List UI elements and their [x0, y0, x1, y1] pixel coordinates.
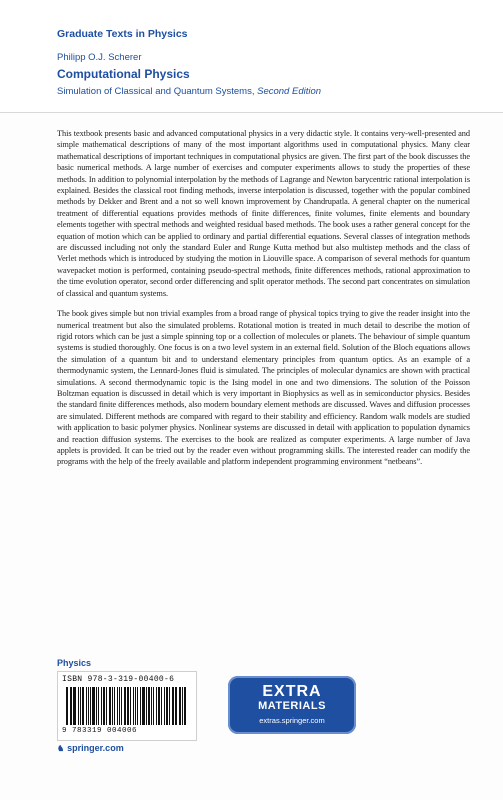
barcode-stripe: [92, 687, 94, 725]
author-name: Philipp O.J. Scherer: [57, 52, 142, 63]
book-title: Computational Physics: [57, 67, 190, 81]
barcode-stripe: [82, 687, 84, 725]
barcode-stripe: [166, 687, 168, 725]
blurb-paragraph: This textbook presents basic and advanced computational physics in a very didactic style. It contains very-well-presented and simple mathematical descriptions of many of the most important algorithms used in computational physics. Many clear mathematical descriptions of important techniques in computational physics are given. The first part of the book discusses the basic numerical methods. A large number of exercises and computer experiments allows to study the properties of these methods. In addition to polynomial interpolation by the methods of Lagrange and Newton barycentric rational interpolation is explained. Besides the classical root finding methods, inverse interpolation is discussed, together with the popular combined methods by Dekker and Brent and a not so well known improvement by Chandrupatla. A general chapter on the numerical treatment of differential equations provides methods of finite differences, finite volumes, finite elements and boundary elements together with spectral methods and weighted residual based methods. The book uses a rather general concept for the equation of motion which can be applied to ordinary and partial differential equations. Several classes of integration methods are discussed including not only the standard Euler and Runge Kutta method but also multistep methods and the class of Verlet methods which is introduced by studying the motion in Liouville space. A comparison of several methods for quantum wavepacket motion is performed, containing pseudo-spectral methods, finite differences methods, rational approximation to the time evolution operator, second order differencing and split operator methods. The second part concentrates on simulation of classical and quantum systems.: [57, 129, 470, 298]
barcode-stripe: [86, 687, 87, 725]
barcode-stripe: [70, 687, 71, 725]
barcode-stripe: [88, 687, 89, 725]
barcode-stripe: [184, 687, 186, 725]
barcode-stripe: [158, 687, 160, 725]
barcode-stripe: [127, 687, 129, 725]
barcode-stripe: [121, 687, 122, 725]
barcode-stripe: [103, 687, 105, 725]
barcode-stripe: [142, 687, 144, 725]
barcode-stripe: [146, 687, 147, 725]
header-divider: [0, 112, 503, 113]
barcode-stripe: [96, 687, 98, 725]
barcode-stripe: [124, 687, 126, 725]
barcode-stripe: [133, 687, 134, 725]
extra-materials-badge[interactable]: [228, 676, 356, 734]
barcode-stripe: [78, 687, 79, 725]
publisher-url: springer.com: [67, 743, 124, 753]
subject-category: Physics: [57, 658, 92, 668]
barcode-stripe: [153, 687, 154, 725]
barcode-bars: [66, 687, 188, 725]
series-title: Graduate Texts in Physics: [57, 28, 188, 40]
barcode-stripe: [101, 687, 102, 725]
subtitle-main: Simulation of Classical and Quantum Systems,: [57, 86, 255, 97]
barcode-stripe: [140, 687, 141, 725]
barcode-stripe: [71, 687, 72, 725]
barcode: [57, 671, 197, 741]
barcode-stripe: [169, 687, 170, 725]
barcode-stripe: [114, 687, 115, 725]
barcode-stripe: [80, 687, 82, 725]
edition-label: Second Edition: [257, 86, 322, 97]
barcode-stripe: [109, 687, 111, 725]
isbn-text: ISBN 978-3-319-00400-6: [62, 675, 175, 684]
barcode-stripe: [182, 687, 183, 725]
barcode-stripe: [106, 687, 107, 725]
barcode-stripe: [119, 687, 120, 725]
barcode-digits: 9 783319 004006: [62, 727, 138, 735]
barcode-stripe: [112, 687, 113, 725]
blurb-paragraph: The book gives simple but non trivial examples from a broad range of physical topics trying to give the reader insight into the numerical treatment but also the simulated problems. Rotational motion is treated in much detail to describe the motion of rigid rotors which can be just a simple spinning top or a collection of molecules or planets. The behaviour of simple quantum systems is studied thoroughly. One focus is on a two level system in an external field. Solution of the Bloch equations allows the simulation of a quantum bit and to understand elementary principles from quantum optics. As an example of a thermodynamic system, the Lennard-Jones fluid is simulated. The principles of molecular dynamics are shown with practical simulations. A second thermodynamic topic is the Ising model in one and two dimensions. The solution of the Poisson Boltzman equation is discussed in detail which is very important in Biophysics as well as in semiconductor physics. Besides the standard finite differences methods, also modern boundary element methods are discussed. Waves and diffusion processes are simulated. Different methods are compared with regard to their stability and efficiency. Random walk models are studied with application to basic polymer physics. Nonlinear systems are discussed in detail with application to population dynamics and reaction diffusion systems. The exercises to the book are realized as computer experiments. A large number of Java applets is provided. It can be tried out by the reader even without programming skills. The interested reader can modify the programs with the help of the freely available and platform independent programming environment “netbeans”.: [57, 309, 470, 467]
barcode-stripe: [90, 687, 91, 725]
barcode-stripe: [175, 687, 176, 725]
barcode-stripe: [151, 687, 152, 725]
springer-horse-icon: ♞: [57, 743, 65, 753]
badge-line1: EXTRA: [262, 683, 322, 700]
publisher-link[interactable]: [57, 743, 124, 753]
barcode-stripe: [148, 687, 150, 725]
barcode-stripe: [137, 687, 138, 725]
barcode-stripe: [130, 687, 131, 725]
header-band: [0, 0, 503, 112]
barcode-stripe: [179, 687, 181, 725]
book-subtitle: [57, 86, 321, 97]
blurb-text: [57, 128, 470, 477]
barcode-stripe: [73, 687, 75, 725]
barcode-stripe: [98, 687, 99, 725]
barcode-stripe: [161, 687, 162, 725]
barcode-stripe: [117, 687, 119, 725]
barcode-stripe: [66, 687, 68, 725]
barcode-stripe: [176, 687, 177, 725]
barcode-stripe: [172, 687, 174, 725]
badge-line2: MATERIALS: [258, 700, 326, 712]
barcode-stripe: [164, 687, 165, 725]
barcode-stripe: [156, 687, 158, 725]
barcode-stripe: [135, 687, 137, 725]
badge-url: extras.springer.com: [259, 716, 325, 725]
